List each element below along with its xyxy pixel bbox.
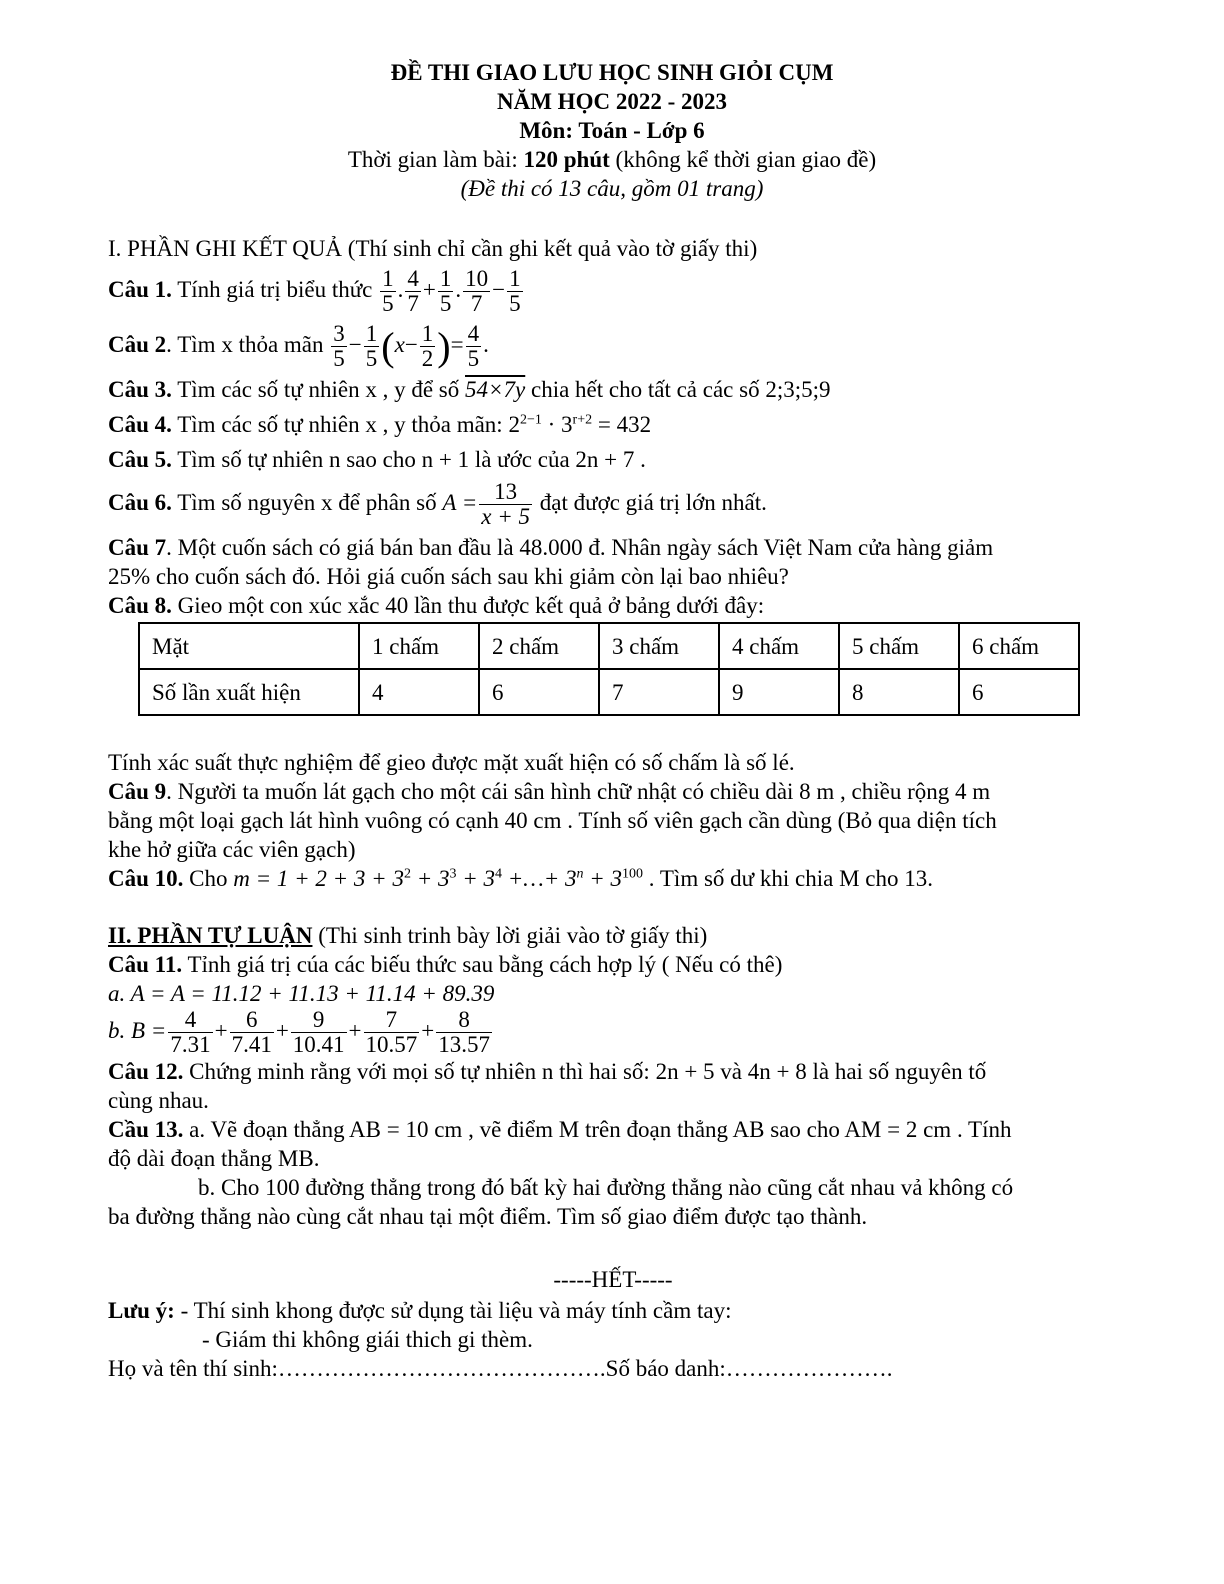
- fraction: [479, 480, 532, 529]
- q13-line4: ba đường thẳng nào cùng cắt nhau tại một điểm. Tìm số giao điểm được tạo thành.: [108, 1204, 868, 1229]
- numerator: 7: [364, 1008, 420, 1033]
- fraction: [291, 1008, 347, 1057]
- exam-note: (Đề thi có 13 câu, gồm 01 trang): [460, 176, 764, 201]
- q11-part-b: b. B = $\frac{4}{7.31}$ + $\frac{6}{7.41}$ + $\frac{9}{10.41}$ + $\frac{7}{10.57}$ + $\frac{8}{13.57}$: [108, 1007, 491, 1057]
- denominator: 7.41: [231, 1032, 272, 1057]
- q13-label: Cầu 13.: [108, 1117, 184, 1142]
- q2-label: Câu 2: [108, 331, 167, 357]
- dice-results-table: [138, 622, 1080, 716]
- table-row: [139, 623, 1079, 669]
- q4-base-a: 2: [508, 412, 520, 437]
- fraction: $\frac{1}{5}$: [382, 266, 394, 316]
- q7-label: Câu 7: [108, 535, 167, 560]
- school-year: NĂM HỌC 2022 - 2023: [497, 89, 727, 114]
- denominator: 10.41: [292, 1032, 345, 1057]
- q4-exp-b: r+2: [572, 412, 593, 428]
- q6-text: Tìm số nguyên x để phân số: [171, 489, 443, 515]
- q10-label: Câu 10.: [108, 866, 184, 891]
- fraction: [168, 1008, 212, 1057]
- part1-title: I. PHẦN GHI KẾT QUẢ (Thí sinh chỉ cần ghi kết quả vào tờ giấy thi): [108, 236, 758, 261]
- q6-denominator: x + 5: [481, 504, 530, 529]
- table-cell: 6: [959, 669, 1079, 715]
- q10-text: Cho: [183, 866, 234, 891]
- part2-title: [108, 921, 1118, 950]
- table-cell: Số lần xuất hiện: [139, 669, 359, 715]
- question-3: [108, 375, 1118, 404]
- question-7: [108, 533, 1118, 562]
- fraction: $\frac{1}{2}$: [421, 321, 434, 371]
- table-cell: 9: [719, 669, 839, 715]
- q2-expression: $\frac{3}{5}$ − $\frac{1}{5}$ (x− $\frac{1}{2}$ )= $\frac{4}{5}$ .: [333, 321, 489, 371]
- note-label: Lưu ý:: [108, 1298, 175, 1323]
- part2-title-bold: II. PHẦN TỰ LUẬN: [108, 923, 313, 948]
- q13-text: a. Vẽ đoạn thẳng AB = 10 cm , vẽ điểm M trên đoạn thẳng AB sao cho AM = 2 cm . Tính: [183, 1117, 1012, 1142]
- end-marker: -----HẾT-----: [553, 1267, 673, 1292]
- footer-note: [108, 1296, 1118, 1325]
- q8-label: Câu 8.: [108, 593, 172, 618]
- fraction: $\frac{1}{5}$: [509, 266, 521, 316]
- time-prefix: Thời gian làm bài:: [347, 147, 524, 172]
- table-row: [139, 669, 1079, 715]
- denominator: 7.31: [170, 1032, 211, 1057]
- question-11: [108, 950, 1118, 979]
- denominator: 10.57: [365, 1032, 418, 1057]
- table-cell: 3 chấm: [599, 623, 719, 669]
- table-cell: 1 chấm: [359, 623, 479, 669]
- q6-tail: đạt được giá trị lớn nhất.: [534, 489, 767, 515]
- q9-label: Câu 9: [108, 779, 167, 804]
- numerator: 9: [291, 1008, 347, 1033]
- question-2: [108, 322, 1118, 371]
- fraction: $\frac{1}{5}$: [439, 266, 452, 316]
- q11-b-prefix: b. B =: [108, 1017, 167, 1043]
- fraction: $\frac{4}{7}$: [407, 266, 419, 316]
- q11-part-a: a. A = A = 11.12 + 11.13 + 11.14 + 89.39: [108, 981, 495, 1006]
- note-line2: - Giám thi không giái thich gi thèm.: [202, 1327, 533, 1352]
- table-cell: 6 chấm: [959, 623, 1079, 669]
- q3-number: 54×7y: [465, 377, 526, 402]
- subject-line: Môn: Toán - Lớp 6: [519, 118, 705, 143]
- q6-label: Câu 6.: [108, 489, 172, 515]
- time-line: [0, 145, 1224, 174]
- q3-tail: chia hết cho tất cả các số 2;3;5;9: [525, 377, 831, 402]
- question-13: [108, 1115, 1118, 1144]
- exam-header: [0, 58, 1224, 203]
- q9-line2: bằng một loại gạch lát hình vuông có cạnh 40 cm . Tính số viên gạch cần dùng (Bỏ qua diện tích: [108, 808, 997, 833]
- q7-line2: 25% cho cuốn sách đó. Hỏi giá cuốn sách sau khi giảm còn lại bao nhiêu?: [108, 564, 789, 589]
- fraction: [436, 1008, 492, 1057]
- table-cell: 4 chấm: [719, 623, 839, 669]
- exam-body: [108, 234, 1118, 1383]
- question-9: [108, 777, 1118, 806]
- denominator: 13.57: [438, 1032, 491, 1057]
- question-12: [108, 1057, 1118, 1086]
- candidate-line: Họ và tên thí sinh:…………………………………….Số báo danh:………………….: [108, 1356, 893, 1381]
- table-cell: 8: [839, 669, 959, 715]
- question-8: [108, 591, 1118, 620]
- q9-text: . Người ta muốn lát gạch cho một cái sân hình chữ nhật có chiều dài 8 m , chiều rộng 4 m: [166, 779, 991, 804]
- q10-tail: . Tìm số dư khi chia M cho 13.: [643, 866, 933, 891]
- q12-text: Chứng minh rằng với mọi số tự nhiên n thì hai số: 2n + 5 và 4n + 8 là hai số nguyên tố: [183, 1059, 987, 1084]
- q13-line2: độ dài đoạn thẳng MB.: [108, 1146, 320, 1171]
- q4-label: Câu 4.: [108, 412, 172, 437]
- numerator: 4: [168, 1008, 212, 1033]
- numerator: 6: [230, 1008, 274, 1033]
- q1-expression: $\frac{1}{5}$ . $\frac{4}{7}$ + $\frac{1}{5}$ . $\frac{10}{7}$ − $\frac{1}{5}$: [382, 266, 521, 316]
- exam-title: ĐỀ THI GIAO LƯU HỌC SINH GIỎI CỤM: [390, 60, 834, 85]
- part2-title-rest: (Thi sinh trinh bày lời giải vào tờ giấy thi): [312, 923, 708, 948]
- question-1: [108, 267, 1118, 316]
- question-4: [108, 410, 1118, 439]
- q4-text: Tìm các số tự nhiên x , y thỏa mãn:: [171, 412, 509, 437]
- q11-text: Tỉnh giá trị cúa các biếu thức sau bằng cách hợp lý ( Nếu có thê): [182, 952, 783, 977]
- q5-text: Tìm số tự nhiên n sao cho n + 1 là ước của 2n + 7 .: [171, 447, 646, 472]
- table-cell: 5 chấm: [839, 623, 959, 669]
- q12-label: Câu 12.: [108, 1059, 184, 1084]
- q5-label: Câu 5.: [108, 447, 172, 472]
- q4-tail: = 432: [592, 412, 652, 437]
- fraction: $\frac{3}{5}$: [333, 321, 345, 371]
- fraction: $\frac{4}{5}$: [467, 321, 480, 371]
- q3-label: Câu 3.: [108, 377, 172, 402]
- q2-text: . Tìm x thỏa mãn: [166, 331, 330, 357]
- table-cell: 4: [359, 669, 479, 715]
- q13-line3: b. Cho 100 đường thẳng trong đó bất kỳ hai đường thẳng nào cũng cắt nhau vả không có: [198, 1175, 1014, 1200]
- note-line1: - Thí sinh khong được sử dụng tài liệu và máy tính cầm tay:: [174, 1298, 732, 1323]
- question-6: [108, 480, 1118, 529]
- q11-label: Câu 11.: [108, 952, 183, 977]
- time-value: 120 phút: [523, 147, 610, 172]
- q4-base-b: · 3: [541, 412, 573, 437]
- q1-label: Câu 1.: [108, 276, 172, 302]
- fraction: [230, 1008, 274, 1057]
- table-cell: 2 chấm: [479, 623, 599, 669]
- q10-expression: m = 1 + 2 + 3 + 3: [233, 866, 404, 891]
- q8-text: Gieo một con xúc xắc 40 lần thu được kết quả ở bảng dưới đây:: [171, 593, 765, 618]
- q12-line2: cùng nhau.: [108, 1088, 209, 1113]
- fraction: [364, 1008, 420, 1057]
- table-cell: Mặt: [139, 623, 359, 669]
- q8-after: Tính xác suất thực nghiệm để gieo được mặt xuất hiện có số chấm là số lé.: [108, 750, 795, 775]
- fraction: $\frac{10}{7}$: [465, 266, 489, 316]
- question-5: [108, 445, 1118, 474]
- numerator: 8: [436, 1008, 492, 1033]
- q6-lhs: A =: [442, 489, 478, 515]
- fraction: $\frac{1}{5}$: [365, 321, 378, 371]
- table-cell: 6: [479, 669, 599, 715]
- q3-text: Tìm các số tự nhiên x , y để số: [171, 377, 466, 402]
- q1-text: Tính giá trị biểu thức: [171, 276, 379, 302]
- table-cell: 7: [599, 669, 719, 715]
- q7-text: . Một cuốn sách có giá bán ban đầu là 48.000 đ. Nhân ngày sách Việt Nam cửa hàng giảm: [166, 535, 994, 560]
- q9-line3: khe hở giữa các viên gạch): [108, 837, 356, 862]
- question-10: Câu 10. Cho $m = 1 + 2 + 3 + 3^2 + 3^3 + 3^4$ +…+ $3^n + 3^{100}$ . Tìm số dư khi chia M cho 13.: [108, 866, 933, 891]
- q6-numerator: 13: [479, 480, 532, 505]
- q4-exp-a: 2−1: [519, 412, 542, 428]
- time-suffix: (không kể thời gian giao đề): [609, 147, 877, 172]
